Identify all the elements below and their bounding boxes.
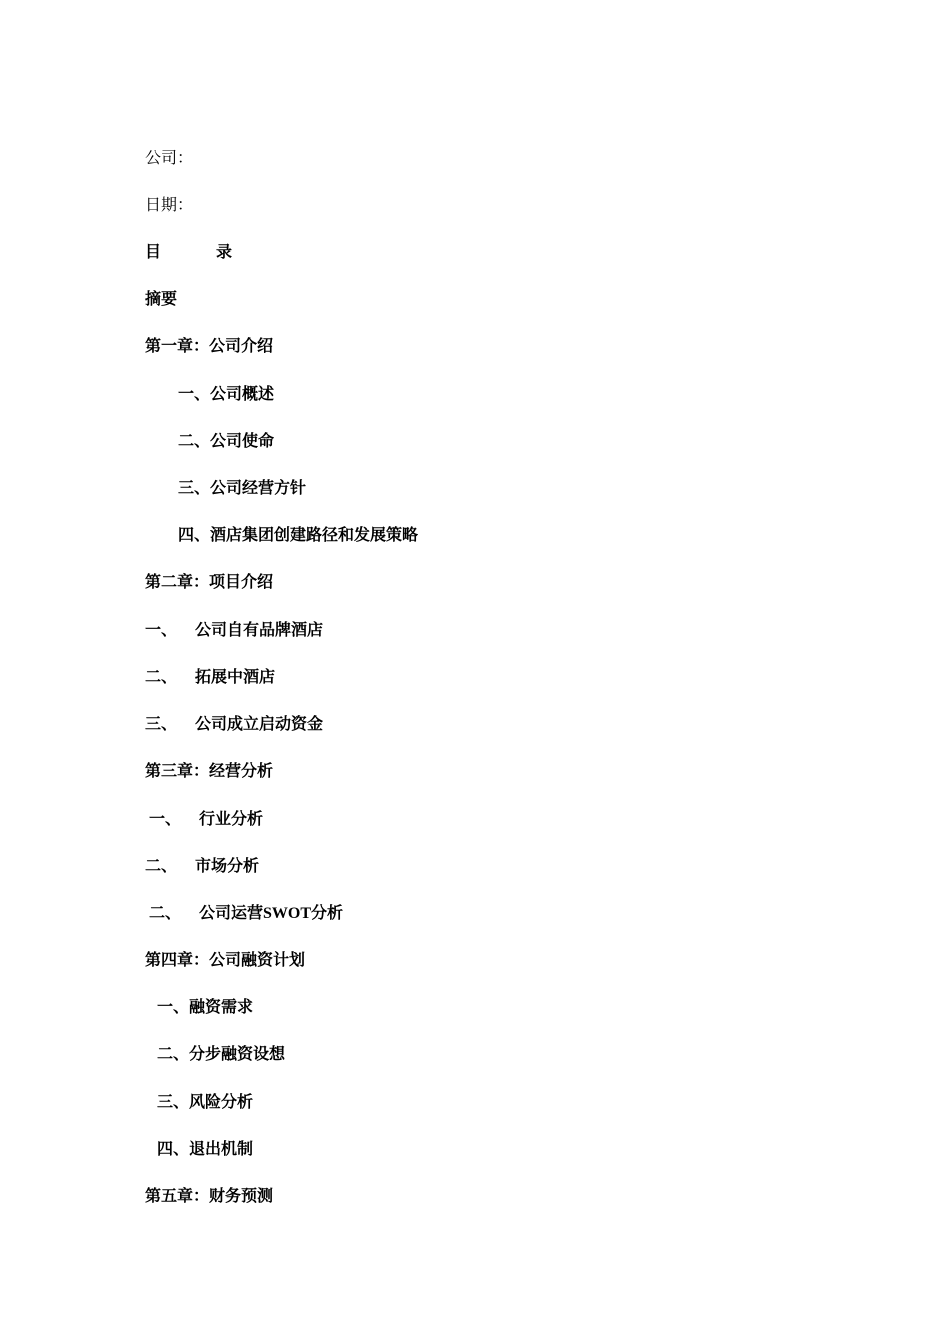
- toc-chapter-1: 第一章：公司介绍: [145, 338, 274, 355]
- toc-summary: 摘要: [145, 291, 178, 308]
- toc-chapter-5: 第五章：财务预测: [145, 1188, 274, 1205]
- toc-item: 一、公司概述: [178, 386, 275, 403]
- toc-item-number: 二、: [145, 669, 178, 686]
- toc-item: [145, 668, 275, 688]
- toc-item: [145, 715, 323, 735]
- toc-item-text: 公司运营SWOT分析: [199, 905, 344, 922]
- toc-item: 三、公司经营方针: [178, 480, 307, 497]
- toc-item-number: 三、: [145, 716, 178, 733]
- toc-title-left: 目: [145, 244, 162, 261]
- toc-chapter-3: 第三章：经营分析: [145, 763, 274, 780]
- toc-item-text: 公司自有品牌酒店: [195, 622, 324, 639]
- toc-item-text: 行业分析: [199, 811, 264, 828]
- toc-item-number: 一、: [149, 811, 182, 828]
- toc-item: 四、退出机制: [157, 1141, 254, 1158]
- toc-item: [145, 857, 259, 877]
- date-label: 日期：: [145, 197, 194, 214]
- toc-item-text: 市场分析: [195, 858, 260, 875]
- toc-item: [149, 904, 343, 924]
- toc-title: [145, 243, 232, 263]
- toc-item-number: 二、: [145, 858, 178, 875]
- toc-title-right: 录: [216, 244, 233, 261]
- toc-item-number: 一、: [145, 622, 178, 639]
- toc-item: 三、风险分析: [157, 1094, 254, 1111]
- toc-item: [149, 810, 263, 830]
- toc-item: 二、分步融资设想: [157, 1046, 286, 1063]
- toc-item-text: 拓展中酒店: [195, 669, 276, 686]
- toc-item-number: 二、: [149, 905, 182, 922]
- toc-item: 四、酒店集团创建路径和发展策略: [178, 527, 419, 544]
- toc-chapter-4: 第四章：公司融资计划: [145, 952, 306, 969]
- toc-item-text: 公司成立启动资金: [195, 716, 324, 733]
- toc-item: [145, 621, 323, 641]
- toc-item: 一、融资需求: [157, 999, 254, 1016]
- toc-item: 二、公司使命: [178, 433, 275, 450]
- toc-chapter-2: 第二章：项目介绍: [145, 574, 274, 591]
- company-label: 公司：: [145, 150, 194, 167]
